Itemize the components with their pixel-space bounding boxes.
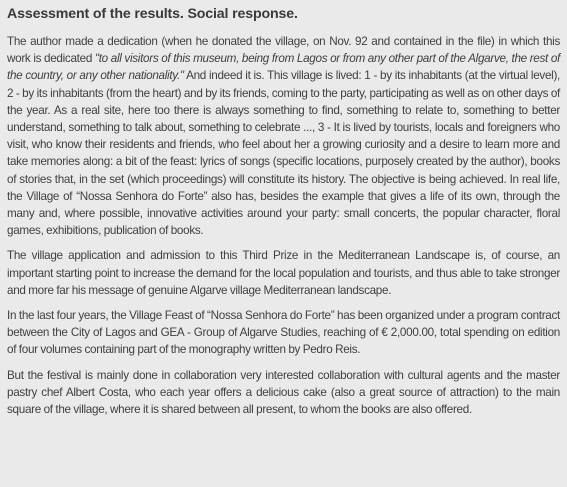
paragraph-dedication-intro: The author made a dedication (when he donated the village, on Nov. 92 and contained in the file) in which this work is dedicated bbox=[7, 35, 560, 66]
paragraph-program-contract: In the last four years, the Village Feast of “Nossa Senhora do Forte” has been organized under a program contract between the City of Lagos and GEA - Group of Algarve Studies, reaching of € 2,000.00, total spending on edition of four volumes containing part of the monography written by Pedro Reis. bbox=[7, 309, 560, 357]
dedication-quote: "to all visitors of this museum, being from Lagos or from any other part of the Algarve, the rest of the country, or any other nationality." bbox=[7, 52, 560, 83]
paragraph-application: The village application and admission to this Third Prize in the Mediterranean Landscape is, of course, an important starting point to increase the demand for the local population and tourists, and thus able to take stronger and more far his message of genuine Algarve village Mediterranean landscape. bbox=[7, 249, 560, 297]
paragraph-dedication-body: And indeed it is. This village is lived: 1 - by its inhabitants (at the virtual level), 2 - by its inhabitants (from the heart) and by its friends, coming to the party, participating as well as on other days of the year. As a real site, here too there is always something to find, something to relate to, something to better understand, something to talk about, something to celebrate ..., 3 - It is lived by tourists, locals and foreigners who visit, who know their residents and friends, who feel about her a growing curiosity and a desire to learn more and take memories along: a bit of the feast: lyrics of songs (specific locations, purposely created by the author), books of stories that, in the set (which proceedings) will constitute its history. The objective is being achieved. In real life, the Village of “Nossa Senhora do Forte” also has, besides the example that gives a life of its own, through the many and, where possible, innovative activities around your party: small concerts, the popular character, floral games, exhibitions, publication of books. bbox=[7, 69, 560, 238]
section-heading: Assessment of the results. Social response. bbox=[7, 6, 298, 22]
paragraph-dedication bbox=[7, 33, 560, 239]
paragraph-festival-collaboration: But the festival is mainly done in collaboration very interested collaboration with cultural agents and the master pastry chef Albert Costa, who each year offers a delicious cake (also a great source of attraction) to the main square of the village, where it is shared between all present, to whom the books are also offered. bbox=[7, 368, 560, 417]
